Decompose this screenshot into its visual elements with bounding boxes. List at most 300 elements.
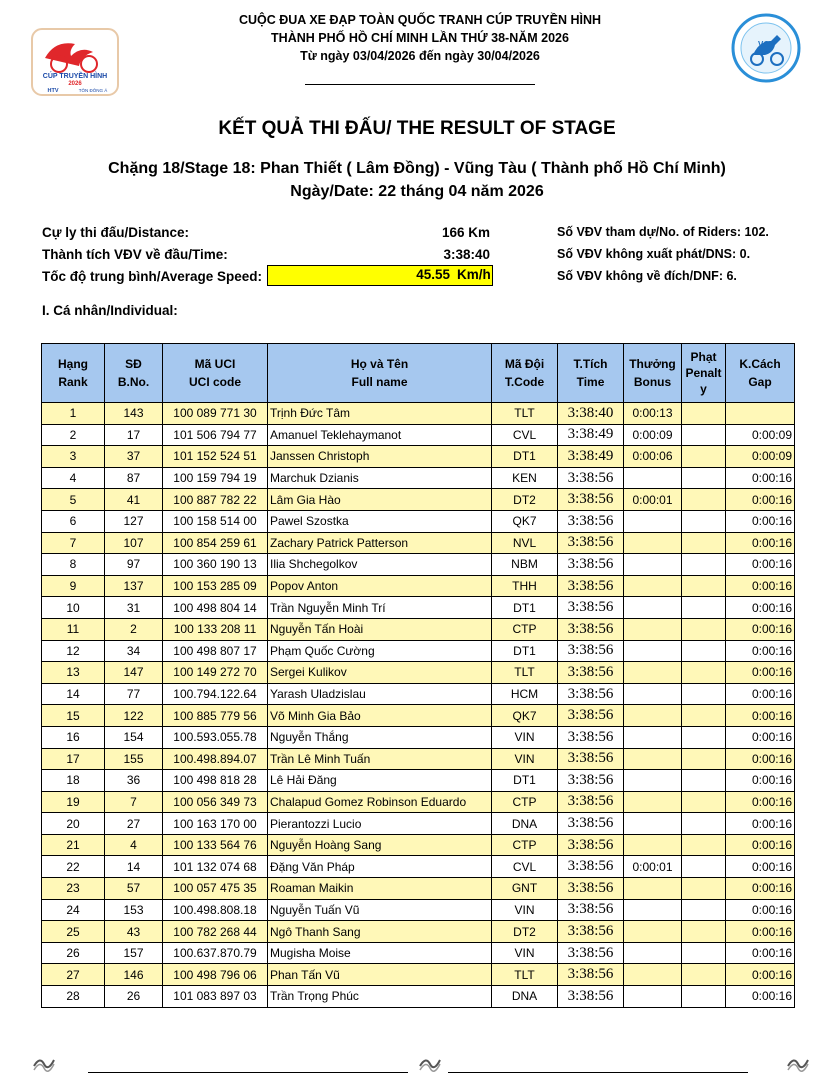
bib-cell: 154 [105, 726, 163, 748]
bib-cell: 31 [105, 597, 163, 619]
rank-cell: 19 [42, 791, 105, 813]
rider-name-cell: Popov Anton [268, 575, 492, 597]
rank-cell: 12 [42, 640, 105, 662]
bonus-cell [624, 618, 682, 640]
rank-cell: 1 [42, 403, 105, 425]
bonus-cell: 0:00:01 [624, 489, 682, 511]
team-code-cell: KEN [492, 467, 558, 489]
rider-name-cell: Nguyễn Thắng [268, 726, 492, 748]
rank-cell: 15 [42, 705, 105, 727]
gap-cell: 0:00:09 [726, 446, 795, 468]
bonus-cell [624, 791, 682, 813]
bonus-cell [624, 554, 682, 576]
team-code-cell: TLT [492, 403, 558, 425]
header-penalty: Phạt Penalt y [682, 344, 726, 403]
event-title: CUỘC ĐUA XE ĐẠP TOÀN QUỐC TRANH CÚP TRUYỀN HÌNH [238, 13, 602, 27]
bib-cell: 97 [105, 554, 163, 576]
rider-name-cell: Nguyễn Tuấn Vũ [268, 899, 492, 921]
rider-name-cell: Trịnh Đức Tâm [268, 403, 492, 425]
bonus-cell: 0:00:06 [624, 446, 682, 468]
team-code-cell: DT1 [492, 770, 558, 792]
team-code-cell: DT1 [492, 597, 558, 619]
section-title: I. Cá nhân/Individual: [42, 303, 178, 318]
bonus-cell [624, 662, 682, 684]
penalty-cell [682, 446, 726, 468]
rank-cell: 18 [42, 770, 105, 792]
header-bib: SĐ B.No. [105, 344, 163, 403]
stage-route: Chặng 18/Stage 18: Phan Thiết ( Lâm Đồng) - Vũng Tàu ( Thành phố Hồ Chí Minh) [108, 160, 726, 177]
uci-code-cell: 101 132 074 68 [163, 856, 268, 878]
gap-cell: 0:00:16 [726, 662, 795, 684]
table-row [42, 532, 795, 554]
penalty-cell [682, 705, 726, 727]
uci-code-cell: 100 159 794 19 [163, 467, 268, 489]
team-code-cell: NVL [492, 532, 558, 554]
table-row [42, 510, 795, 532]
rank-cell: 2 [42, 424, 105, 446]
page-title: KẾT QUẢ THI ĐẤU/ THE RESULT OF STAGE [218, 118, 616, 139]
time-cell: 3:38:40 [558, 403, 624, 425]
gap-cell [726, 403, 795, 425]
gap-cell: 0:00:16 [726, 986, 795, 1008]
rank-cell: 16 [42, 726, 105, 748]
time-cell: 3:38:56 [558, 467, 624, 489]
bonus-cell [624, 597, 682, 619]
table-row [42, 489, 795, 511]
penalty-cell [682, 748, 726, 770]
table-row [42, 770, 795, 792]
event-subtitle: THÀNH PHỐ HỒ CHÍ MINH LẦN THỨ 38-NĂM 2026 [271, 31, 569, 45]
bib-cell: 155 [105, 748, 163, 770]
uci-code-cell: 100 056 349 73 [163, 791, 268, 813]
rider-name-cell: Sergei Kulikov [268, 662, 492, 684]
uci-code-cell: 100 153 285 09 [163, 575, 268, 597]
uci-code-cell: 100.498.894.07 [163, 748, 268, 770]
time-cell: 3:38:56 [558, 510, 624, 532]
rank-cell: 14 [42, 683, 105, 705]
rider-name-cell: Võ Minh Gia Bảo [268, 705, 492, 727]
uci-code-cell: 100 885 779 56 [163, 705, 268, 727]
header-bonus: Thưởng Bonus [624, 344, 682, 403]
bonus-cell [624, 467, 682, 489]
rank-cell: 21 [42, 834, 105, 856]
table-row [42, 942, 795, 964]
penalty-cell [682, 575, 726, 597]
penalty-cell [682, 640, 726, 662]
penalty-cell [682, 467, 726, 489]
rank-cell: 7 [42, 532, 105, 554]
uci-code-cell: 100 854 259 61 [163, 532, 268, 554]
penalty-cell [682, 813, 726, 835]
bib-cell: 4 [105, 834, 163, 856]
time-cell: 3:38:56 [558, 964, 624, 986]
gap-cell: 0:00:16 [726, 748, 795, 770]
table-row [42, 726, 795, 748]
uci-code-cell: 100 089 771 30 [163, 403, 268, 425]
dnf-count: Số VĐV không về đích/DNF: 6. [557, 269, 737, 283]
penalty-cell [682, 770, 726, 792]
gap-cell: 0:00:16 [726, 532, 795, 554]
time-cell: 3:38:56 [558, 770, 624, 792]
bonus-cell [624, 726, 682, 748]
table-row [42, 813, 795, 835]
bib-cell: 34 [105, 640, 163, 662]
uci-code-cell: 100 360 190 13 [163, 554, 268, 576]
rank-cell: 11 [42, 618, 105, 640]
time-cell: 3:38:56 [558, 878, 624, 900]
header-name: Họ và Tên Full name [268, 344, 492, 403]
rider-name-cell: Phan Tấn Vũ [268, 964, 492, 986]
bib-cell: 14 [105, 856, 163, 878]
bonus-cell [624, 510, 682, 532]
rider-name-cell: Pierantozzi Lucio [268, 813, 492, 835]
penalty-cell [682, 489, 726, 511]
bib-cell: 146 [105, 964, 163, 986]
gap-cell: 0:00:16 [726, 878, 795, 900]
rank-cell: 4 [42, 467, 105, 489]
bib-cell: 26 [105, 986, 163, 1008]
table-row [42, 403, 795, 425]
time-cell: 3:38:56 [558, 899, 624, 921]
bib-cell: 37 [105, 446, 163, 468]
rank-cell: 9 [42, 575, 105, 597]
time-cell: 3:38:56 [558, 575, 624, 597]
time-cell: 3:38:49 [558, 446, 624, 468]
uci-code-cell: 100 133 208 11 [163, 618, 268, 640]
rank-cell: 23 [42, 878, 105, 900]
uci-code-cell: 100 498 807 17 [163, 640, 268, 662]
gap-cell: 0:00:16 [726, 791, 795, 813]
bonus-cell [624, 683, 682, 705]
table-row [42, 424, 795, 446]
bonus-cell: 0:00:13 [624, 403, 682, 425]
team-code-cell: CTP [492, 834, 558, 856]
uci-code-cell: 100.794.122.64 [163, 683, 268, 705]
time-cell: 3:38:56 [558, 834, 624, 856]
table-row [42, 662, 795, 684]
time-cell: 3:38:56 [558, 813, 624, 835]
distance-label: Cự ly thi đấu/Distance: [42, 225, 190, 240]
penalty-cell [682, 597, 726, 619]
gap-cell: 0:00:16 [726, 770, 795, 792]
bonus-cell [624, 640, 682, 662]
bib-cell: 7 [105, 791, 163, 813]
table-row [42, 856, 795, 878]
uci-code-cell: 100 163 170 00 [163, 813, 268, 835]
team-code-cell: CTP [492, 618, 558, 640]
rider-name-cell: Chalapud Gomez Robinson Eduardo [268, 791, 492, 813]
rider-name-cell: Yarash Uladzislau [268, 683, 492, 705]
distance-value: 166 Km [441, 225, 490, 240]
team-code-cell: THH [492, 575, 558, 597]
gap-cell: 0:00:16 [726, 489, 795, 511]
team-code-cell: TLT [492, 964, 558, 986]
penalty-cell [682, 856, 726, 878]
table-row [42, 964, 795, 986]
speed-value: 45.55 [416, 267, 450, 282]
time-cell: 3:38:56 [558, 921, 624, 943]
penalty-cell [682, 878, 726, 900]
rank-cell: 25 [42, 921, 105, 943]
gap-cell: 0:00:16 [726, 510, 795, 532]
uci-code-cell: 100 057 475 35 [163, 878, 268, 900]
federation-logo [731, 13, 801, 83]
gap-cell: 0:00:16 [726, 597, 795, 619]
bib-cell: 77 [105, 683, 163, 705]
table-row [42, 834, 795, 856]
rider-name-cell: Mugisha Moise [268, 942, 492, 964]
table-row [42, 467, 795, 489]
rider-name-cell: Amanuel Teklehaymanot [268, 424, 492, 446]
gap-cell: 0:00:16 [726, 856, 795, 878]
rider-name-cell: Nguyễn Hoàng Sang [268, 834, 492, 856]
footer-rule [88, 1072, 408, 1073]
bonus-cell: 0:00:01 [624, 856, 682, 878]
dns-count: Số VĐV không xuất phát/DNS: 0. [557, 247, 751, 261]
gap-cell: 0:00:16 [726, 834, 795, 856]
footer-mark-icon [32, 1052, 56, 1072]
team-code-cell: VIN [492, 942, 558, 964]
bonus-cell [624, 986, 682, 1008]
bib-cell: 143 [105, 403, 163, 425]
uci-code-cell: 101 152 524 51 [163, 446, 268, 468]
rank-cell: 20 [42, 813, 105, 835]
stage-date: Ngày/Date: 22 tháng 04 năm 2026 [290, 183, 544, 200]
tournament-logo [31, 28, 119, 96]
bib-cell: 137 [105, 575, 163, 597]
rank-cell: 5 [42, 489, 105, 511]
table-row [42, 705, 795, 727]
rank-cell: 8 [42, 554, 105, 576]
penalty-cell [682, 964, 726, 986]
table-row [42, 791, 795, 813]
rank-cell: 3 [42, 446, 105, 468]
uci-code-cell: 100 149 272 70 [163, 662, 268, 684]
gap-cell: 0:00:16 [726, 640, 795, 662]
footer-rule [448, 1072, 748, 1073]
speed-unit: Km/h [457, 267, 491, 282]
rank-cell: 28 [42, 986, 105, 1008]
uci-code-cell: 100 498 796 06 [163, 964, 268, 986]
time-cell: 3:38:56 [558, 532, 624, 554]
table-row [42, 748, 795, 770]
table-row [42, 683, 795, 705]
bonus-cell [624, 705, 682, 727]
rider-name-cell: Nguyễn Tấn Hoài [268, 618, 492, 640]
bonus-cell [624, 942, 682, 964]
svg-text:HTV: HTV [47, 88, 59, 94]
rider-name-cell: Pawel Szostka [268, 510, 492, 532]
rider-name-cell: Đặng Văn Pháp [268, 856, 492, 878]
time-cell: 3:38:56 [558, 618, 624, 640]
time-cell: 3:38:56 [558, 942, 624, 964]
team-code-cell: QK7 [492, 705, 558, 727]
bonus-cell [624, 964, 682, 986]
penalty-cell [682, 834, 726, 856]
gap-cell: 0:00:16 [726, 964, 795, 986]
team-code-cell: VIN [492, 748, 558, 770]
penalty-cell [682, 403, 726, 425]
gap-cell: 0:00:16 [726, 726, 795, 748]
footer-mark-icon [786, 1052, 810, 1072]
time-value: 3:38:40 [443, 247, 490, 262]
bib-cell: 57 [105, 878, 163, 900]
rider-name-cell: Lâm Gia Hào [268, 489, 492, 511]
rider-name-cell: Lê Hải Đăng [268, 770, 492, 792]
gap-cell: 0:00:16 [726, 618, 795, 640]
penalty-cell [682, 899, 726, 921]
rank-cell: 22 [42, 856, 105, 878]
rider-name-cell: Phạm Quốc Cường [268, 640, 492, 662]
rank-cell: 17 [42, 748, 105, 770]
bonus-cell [624, 899, 682, 921]
bonus-cell [624, 748, 682, 770]
team-code-cell: CVL [492, 424, 558, 446]
time-cell: 3:38:56 [558, 554, 624, 576]
header-time: T.Tích Time [558, 344, 624, 403]
header-rank: Hạng Rank [42, 344, 105, 403]
gap-cell: 0:00:16 [726, 899, 795, 921]
table-row [42, 986, 795, 1008]
team-code-cell: DT1 [492, 640, 558, 662]
rank-cell: 24 [42, 899, 105, 921]
uci-code-cell: 100 158 514 00 [163, 510, 268, 532]
time-cell: 3:38:56 [558, 856, 624, 878]
bonus-cell [624, 575, 682, 597]
time-cell: 3:38:56 [558, 640, 624, 662]
gap-cell: 0:00:16 [726, 942, 795, 964]
rank-cell: 13 [42, 662, 105, 684]
svg-text:2026: 2026 [68, 81, 82, 87]
gap-cell: 0:00:16 [726, 554, 795, 576]
team-code-cell: VIN [492, 726, 558, 748]
time-cell: 3:38:56 [558, 597, 624, 619]
bib-cell: 41 [105, 489, 163, 511]
penalty-cell [682, 424, 726, 446]
time-cell: 3:38:56 [558, 662, 624, 684]
uci-code-cell: 100 498 804 14 [163, 597, 268, 619]
svg-text:CÚP TRUYỀN HÌNH: CÚP TRUYỀN HÌNH [42, 73, 108, 80]
team-code-cell: DT2 [492, 489, 558, 511]
team-code-cell: HCM [492, 683, 558, 705]
bib-cell: 87 [105, 467, 163, 489]
results-body [42, 403, 795, 1008]
penalty-cell [682, 683, 726, 705]
penalty-cell [682, 726, 726, 748]
uci-code-cell: 100.637.870.79 [163, 942, 268, 964]
uci-code-cell: 100.593.055.78 [163, 726, 268, 748]
table-row [42, 640, 795, 662]
bib-cell: 107 [105, 532, 163, 554]
time-cell: 3:38:49 [558, 424, 624, 446]
team-code-cell: NBM [492, 554, 558, 576]
uci-code-cell: 100 498 818 28 [163, 770, 268, 792]
bib-cell: 147 [105, 662, 163, 684]
bib-cell: 27 [105, 813, 163, 835]
table-row [42, 597, 795, 619]
bib-cell: 2 [105, 618, 163, 640]
rider-name-cell: Roaman Maikin [268, 878, 492, 900]
gap-cell: 0:00:16 [726, 683, 795, 705]
time-cell: 3:38:56 [558, 726, 624, 748]
table-row [42, 554, 795, 576]
header-uci: Mã UCI UCI code [163, 344, 268, 403]
riders-count: Số VĐV tham dự/No. of Riders: 102. [557, 225, 769, 239]
rider-name-cell: Trần Trọng Phúc [268, 986, 492, 1008]
time-cell: 3:38:56 [558, 748, 624, 770]
time-cell: 3:38:56 [558, 705, 624, 727]
rider-name-cell: Zachary Patrick Patterson [268, 532, 492, 554]
bib-cell: 36 [105, 770, 163, 792]
table-row [42, 921, 795, 943]
header-team: Mã Đội T.Code [492, 344, 558, 403]
time-cell: 3:38:56 [558, 683, 624, 705]
gap-cell: 0:00:16 [726, 813, 795, 835]
time-cell: 3:38:56 [558, 986, 624, 1008]
event-dates: Từ ngày 03/04/2026 đến ngày 30/04/2026 [300, 49, 540, 63]
team-code-cell: DNA [492, 986, 558, 1008]
penalty-cell [682, 510, 726, 532]
team-code-cell: DT1 [492, 446, 558, 468]
rider-name-cell: Janssen Christoph [268, 446, 492, 468]
bib-cell: 43 [105, 921, 163, 943]
gap-cell: 0:00:16 [726, 467, 795, 489]
penalty-cell [682, 942, 726, 964]
table-row [42, 899, 795, 921]
penalty-cell [682, 532, 726, 554]
time-label: Thành tích VĐV về đầu/Time: [42, 247, 228, 262]
uci-code-cell: 100 782 268 44 [163, 921, 268, 943]
uci-code-cell: 100 133 564 76 [163, 834, 268, 856]
bib-cell: 153 [105, 899, 163, 921]
rider-name-cell: Marchuk Dzianis [268, 467, 492, 489]
rank-cell: 10 [42, 597, 105, 619]
uci-code-cell: 100 887 782 22 [163, 489, 268, 511]
bib-cell: 127 [105, 510, 163, 532]
table-row [42, 575, 795, 597]
bonus-cell [624, 813, 682, 835]
bonus-cell [624, 834, 682, 856]
gap-cell: 0:00:09 [726, 424, 795, 446]
team-code-cell: CTP [492, 791, 558, 813]
table-row [42, 878, 795, 900]
rider-name-cell: Ngô Thanh Sang [268, 921, 492, 943]
penalty-cell [682, 791, 726, 813]
bonus-cell [624, 921, 682, 943]
penalty-cell [682, 921, 726, 943]
gap-cell: 0:00:16 [726, 705, 795, 727]
penalty-cell [682, 662, 726, 684]
team-code-cell: DT2 [492, 921, 558, 943]
footer-mark-icon [418, 1052, 442, 1072]
team-code-cell: QK7 [492, 510, 558, 532]
rider-name-cell: Ilia Shchegolkov [268, 554, 492, 576]
uci-code-cell: 100.498.808.18 [163, 899, 268, 921]
team-code-cell: GNT [492, 878, 558, 900]
table-row [42, 618, 795, 640]
team-code-cell: VIN [492, 899, 558, 921]
speed-label: Tốc độ trung bình/Average Speed: [42, 269, 263, 284]
bonus-cell [624, 532, 682, 554]
penalty-cell [682, 618, 726, 640]
time-cell: 3:38:56 [558, 791, 624, 813]
svg-text:TÔN ĐÔNG Á: TÔN ĐÔNG Á [78, 88, 108, 93]
team-code-cell: TLT [492, 662, 558, 684]
header-gap: K.Cách Gap [726, 344, 795, 403]
rank-cell: 27 [42, 964, 105, 986]
penalty-cell [682, 554, 726, 576]
bonus-cell: 0:00:09 [624, 424, 682, 446]
